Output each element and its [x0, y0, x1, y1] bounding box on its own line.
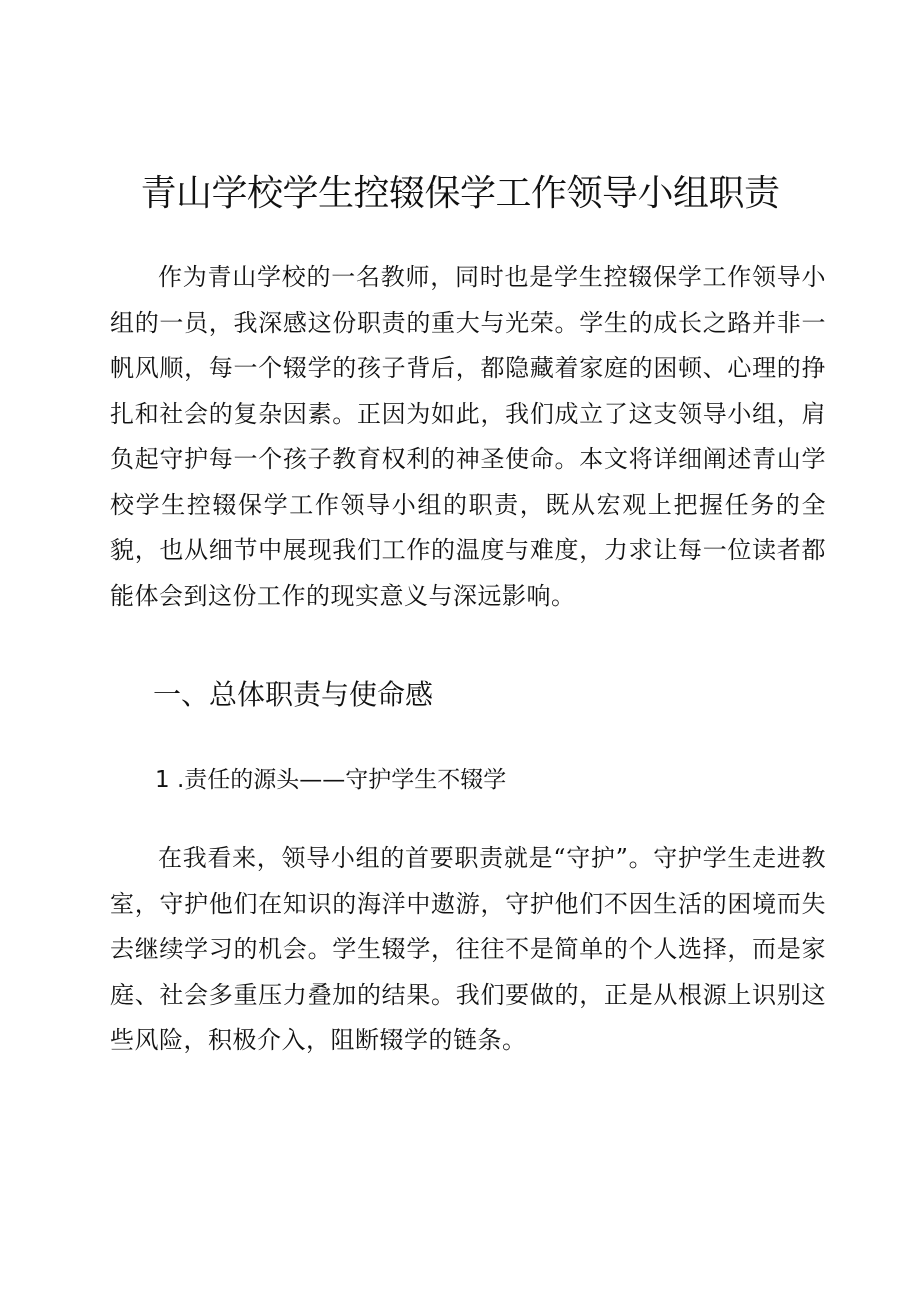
intro-paragraph: 作为青山学校的一名教师，同时也是学生控辍保学工作领导小组的一员，我深感这份职责的重大与光荣。学生的成长之路并非一帆风顺，每一个辍学的孩子背后，都隐藏着家庭的困顿、心理的挣扎和社会的复杂因素。正因为如此，我们成立了这支领导小组，肩负起守护每一个孩子教育权利的神圣使命。本文将详细阐述青山学校学生控辍保学工作领导小组的职责，既从宏观上把握任务的全貌，也从细节中展现我们工作的温度与难度，力求让每一位读者都能体会到这份工作的现实意义与深远影响。	[110, 263, 826, 610]
section-heading: 一、总体职责与使命感	[153, 678, 434, 711]
body-paragraph: 在我看来，领导小组的首要职责就是“守护”。守护学生走进教室，守护他们在知识的海洋中遨游，守护他们不因生活的困境而失去继续学习的机会。学生辍学，往往不是简单的个人选择，而是家庭、社会多重压力叠加的结果。我们要做的，正是从根源上识别这些风险，积极介入，阻断辍学的链条。	[110, 844, 826, 1054]
document-title: 青山学校学生控辍保学工作领导小组职责	[140, 173, 780, 214]
subsection-heading: 1 .责任的源头——守护学生不辍学	[155, 767, 507, 793]
